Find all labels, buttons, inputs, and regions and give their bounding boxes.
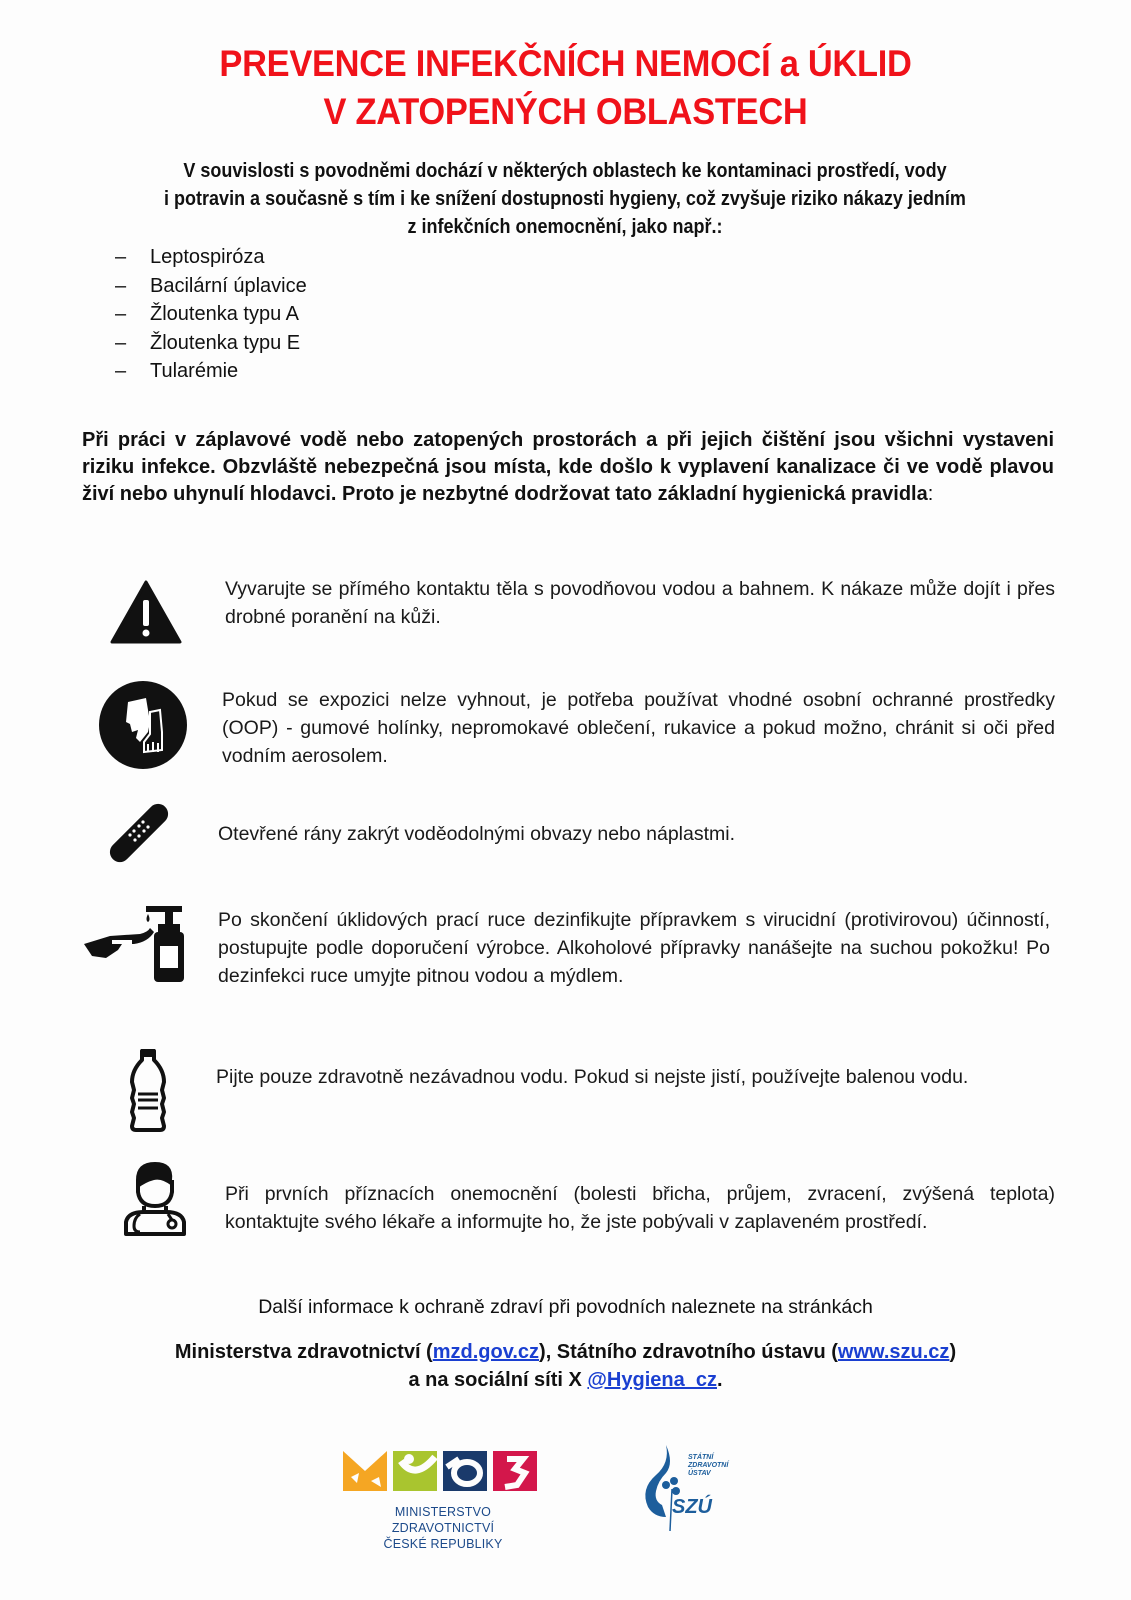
dash-bullet: – <box>115 274 127 297</box>
page-title <box>0 40 1131 136</box>
footer-links-line-2 <box>0 1366 1131 1394</box>
title-line-2: V ZATOPENÝCH OBLASTECH <box>323 91 808 132</box>
footer-links <box>0 1338 1131 1394</box>
rule-text: Pokud se expozici nelze vyhnout, je potřeba používat vhodné osobní ochranné prostředky (OOP) - gumové holínky, nepromokavé oblečení, rukavice a pokud možno, chránit si oči před vodním aerosolem. <box>222 689 1055 767</box>
title-line-1: PREVENCE INFEKČNÍCH NEMOCÍ a ÚKLID <box>219 43 912 84</box>
more-info-text: Další informace k ochraně zdraví při povodních naleznete na stránkách <box>258 1296 873 1318</box>
footer-text: Ministerstva zdravotnictví ( <box>174 1341 433 1363</box>
rule-text: Vyvarujte se přímého kontaktu těla s povodňovou vodou a bahnem. K nákaze může dojít i přes drobné poranění na kůži. <box>225 578 1055 628</box>
footer-text: ), Státního zdravotního ústavu ( <box>539 1341 838 1363</box>
intro-line-2: i potravin a současně s tím i ke snížení dostupnosti hygieny, což zvyšuje riziko nákazy jedním <box>164 188 966 210</box>
dash-bullet: – <box>115 331 127 354</box>
rule-text: Při prvních příznacích onemocnění (bolesti břicha, průjem, zvracení, zvýšená teplota) kontaktujte svého lékaře a informujte ho, že jste pobývali v zaplaveném prostředí. <box>225 1183 1055 1233</box>
szu-small-text-1: STÁTNÍ <box>688 1454 714 1461</box>
ministry-of-health-logo <box>343 1447 543 1552</box>
disease-name: Žloutenka typu E <box>150 331 301 354</box>
rule-text: Po skončení úklidových prací ruce dezinfikujte přípravkem s virucidní (protivirovou) účinností, postupujte podle doporučení výrobce. Alkoholové přípravky nanášejte na suchou pokožku! Po dezinfekci ruce umyjte pitnou vodou a mýdlem. <box>218 909 1050 987</box>
bandage-icon <box>106 800 172 866</box>
disease-name: Tularémie <box>150 360 239 382</box>
rule-text: Otevřené rány zakrýt voděodolnými obvazy nebo náplastmi. <box>218 823 736 845</box>
ministry-logo-line-2: ČESKÉ REPUBLIKY <box>383 1537 503 1551</box>
mzd-link[interactable]: mzd.gov.cz <box>432 1341 540 1363</box>
hand-sanitizer-icon <box>84 906 192 982</box>
szu-big-text: SZÚ <box>672 1496 712 1518</box>
szu-link[interactable]: www.szu.cz <box>837 1341 950 1363</box>
warning-colon: : <box>927 483 934 505</box>
disease-list <box>115 243 307 386</box>
hygiene-warning-paragraph <box>82 427 1054 508</box>
warning-text: Při práci v záplavové vodě nebo zatopených prostorách a při jejich čištění jsou všichni vystaveni riziku infekce. Obzvláště nebezpečná jsou místa, kde došlo k vyplavení kanalizace či ve vodě plavou živí nebo uhynulí hlodavci. Proto je nezbytné dodržovat tato základní hygienická pravidla <box>82 429 1054 505</box>
footer-text: . <box>716 1369 723 1391</box>
szu-logo <box>636 1445 746 1535</box>
doctor-icon <box>122 1160 188 1236</box>
list-item <box>115 329 307 358</box>
water-bottle-icon <box>128 1048 168 1132</box>
footer-text: ) <box>949 1341 957 1363</box>
disease-name: Žloutenka typu A <box>150 303 299 325</box>
szu-small-text-2: ZDRAVOTNÍ <box>688 1462 729 1469</box>
list-item <box>115 272 307 301</box>
list-item <box>115 300 307 329</box>
warning-triangle-icon <box>110 580 182 644</box>
ministry-logo-mark-icon <box>343 1447 543 1493</box>
intro-line-3: z infekčních onemocnění, jako např.: <box>407 216 723 238</box>
list-item <box>115 243 307 272</box>
disease-name: Leptospiróza <box>150 246 265 268</box>
ministry-logo-line-1: MINISTERSTVO ZDRAVOTNICTVÍ <box>391 1505 495 1535</box>
dash-bullet: – <box>115 360 127 382</box>
rule-text: Pijte pouze zdravotně nezávadnou vodu. Pokud si nejste jistí, používejte balenou vodu. <box>216 1066 969 1088</box>
intro-line-1: V souvislosti s povodněmi dochází v některých oblastech ke kontaminaci prostředí, vody <box>183 160 947 182</box>
szu-small-text-3: ÚSTAV <box>688 1470 711 1477</box>
footer-links-line-1 <box>0 1338 1131 1366</box>
list-item <box>115 357 307 386</box>
szu-logo-mark-icon <box>636 1445 746 1535</box>
hygiena-x-link[interactable]: @Hygiena_cz <box>587 1369 717 1391</box>
footer-text: a na sociální síti X <box>408 1369 588 1391</box>
dash-bullet: – <box>115 246 127 268</box>
gloves-icon <box>98 680 188 770</box>
dash-bullet: – <box>115 303 127 325</box>
disease-name: Bacilární úplavice <box>150 274 307 297</box>
intro-paragraph <box>80 157 1050 241</box>
